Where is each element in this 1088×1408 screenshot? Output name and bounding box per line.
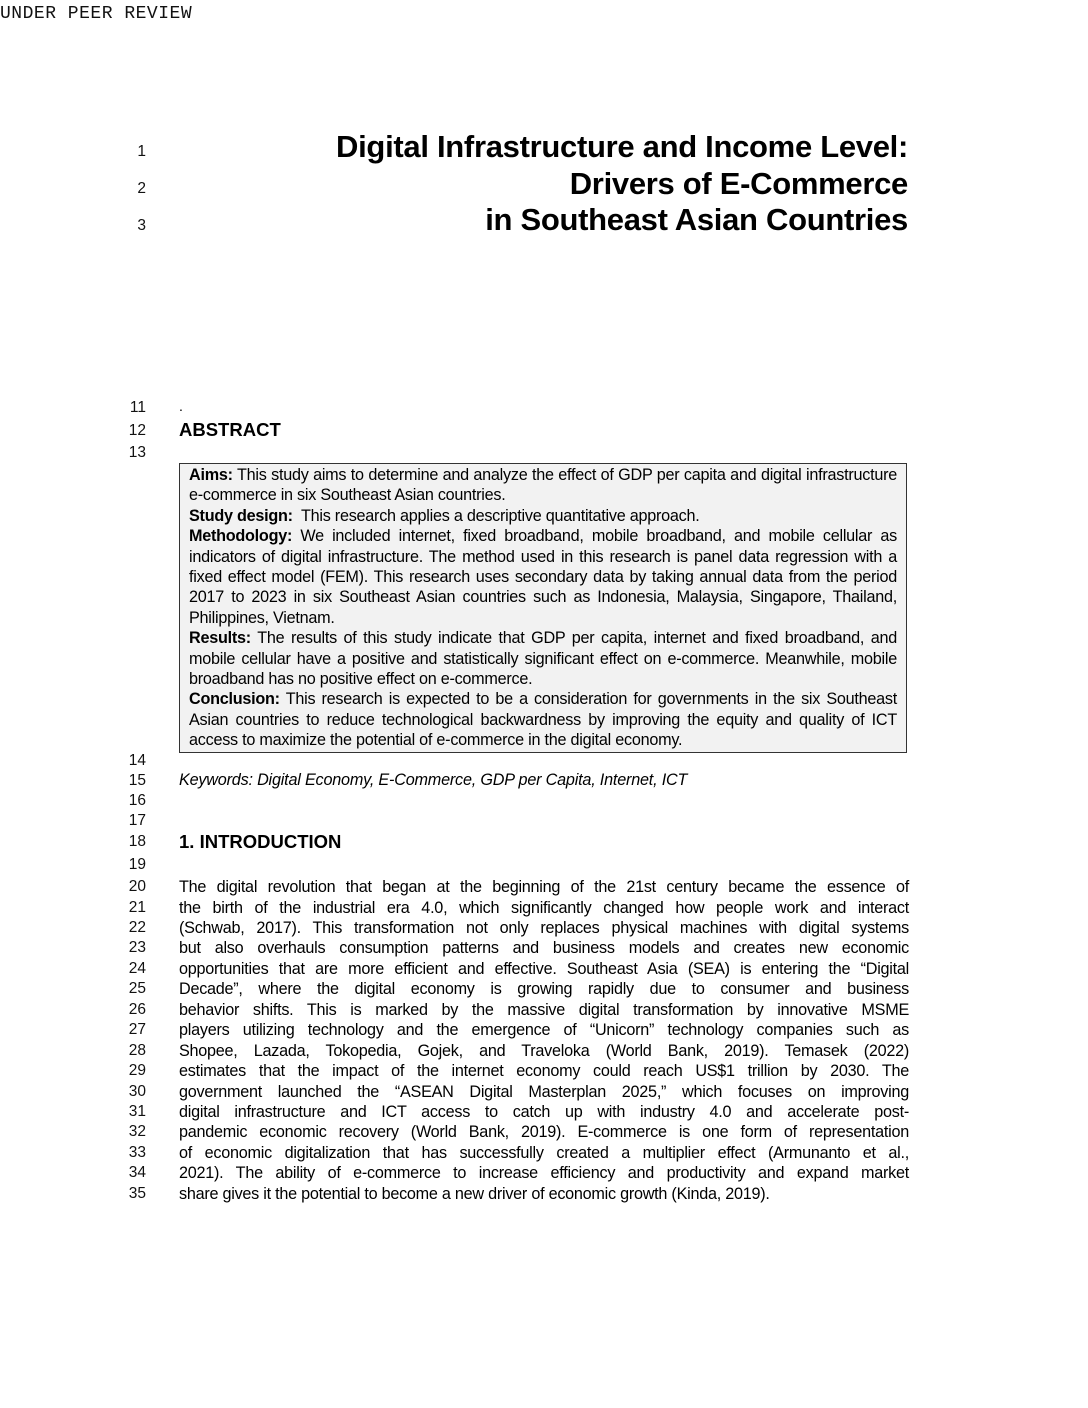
abstract-label: Methodology: xyxy=(189,527,293,546)
stray-mark: . xyxy=(179,398,183,414)
paragraph-line: the birth of the industrial era 4.0, which significantly changed how people work and interact xyxy=(179,898,909,917)
abstract-label: Conclusion: xyxy=(189,690,280,709)
under-review-watermark: UNDER PEER REVIEW xyxy=(0,4,193,24)
title-line: in Southeast Asian Countries xyxy=(485,202,908,237)
abstract-aims xyxy=(189,465,897,506)
paragraph-line: digital infrastructure and ICT access to catch up with industry 4.0 and accelerate post- xyxy=(179,1103,909,1121)
keywords: Keywords: Digital Economy, E-Commerce, GDP per Capita, Internet, ICT xyxy=(179,771,688,789)
abstract-methodology xyxy=(189,526,897,628)
line-number: 35 xyxy=(128,1184,146,1202)
paragraph-line: of economic digitalization that has successfully created a multiplier effect (Armunanto et al., xyxy=(179,1143,909,1162)
line-number: 11 xyxy=(129,399,146,416)
line-number: 2 xyxy=(137,180,146,197)
abstract-results xyxy=(189,628,897,689)
abstract-text: This study aims to determine and analyze the effect of GDP per capita and digital infrastructure e-commerce in six Southeast Asian countries. xyxy=(189,466,897,505)
introduction-heading: 1. INTRODUCTION xyxy=(179,831,342,852)
line-number: 33 xyxy=(128,1143,146,1161)
paragraph-line: 2021). The ability of e-commerce to increase efficiency and productivity and expand market xyxy=(179,1164,909,1183)
paragraph-line: players utilizing technology and the emergence of “Unicorn” technology companies such as xyxy=(179,1021,909,1040)
abstract-study-design xyxy=(189,506,897,526)
abstract-text: This research applies a descriptive quantitative approach. xyxy=(292,506,700,525)
paragraph-line: share gives it the potential to become a new driver of economic growth (Kinda, 2019). xyxy=(179,1184,770,1203)
line-number: 23 xyxy=(128,939,146,957)
line-number: 30 xyxy=(128,1082,146,1100)
line-number: 24 xyxy=(128,959,146,977)
line-number: 22 xyxy=(128,918,146,936)
line-number: 25 xyxy=(128,980,146,998)
paragraph-line: The digital revolution that began at the beginning of the 21st century became the essence of xyxy=(179,878,909,896)
abstract-label: Aims: xyxy=(189,466,233,484)
paragraph-line: Decade”, where the digital economy is growing rapidly due to consumer and business xyxy=(179,980,909,999)
paragraph-line: behavior shifts. This is marked by the massive digital transformation by innovative MSME xyxy=(179,1000,909,1019)
paragraph-line: pandemic economic recovery (World Bank, 2019). E-commerce is one form of representation xyxy=(179,1123,909,1142)
abstract-conclusion xyxy=(189,689,897,750)
line-number: 16 xyxy=(128,792,146,809)
abstract-text: We included internet, fixed broadband, mobile broadband, and mobile cellular as indicators of digital infrastructure. The method used in this research is panel data regression with a fixed effect model (FEM). This research uses secondary data by taking annual data from the period 2017 to 2023 in six Southeast Asian countries such as Indonesia, Malaysia, Singapore, Thailand, Philippines, Vietnam. xyxy=(189,527,897,627)
paragraph-line: estimates that the impact of the internet economy could reach US$1 trillion by 2030. The xyxy=(179,1062,909,1080)
line-number: 18 xyxy=(128,833,146,850)
abstract-heading: ABSTRACT xyxy=(179,419,281,440)
line-number: 32 xyxy=(128,1123,146,1141)
line-number: 20 xyxy=(128,878,146,895)
paragraph-line: but also overhauls consumption patterns and business models and creates new economic xyxy=(179,939,909,958)
line-number: 13 xyxy=(128,444,146,461)
line-number: 34 xyxy=(128,1164,146,1182)
abstract-text: The results of this study indicate that GDP per capita, internet and fixed broadband, and mobile cellular have a positive and statistically significant effect on e-commerce. Meanwhile, mobile broadband has no positive effect on e-commerce. xyxy=(189,629,897,689)
line-number: 14 xyxy=(128,752,146,769)
abstract-box xyxy=(179,463,907,753)
title-line: Drivers of E-Commerce xyxy=(569,166,908,201)
paragraph-line: (Schwab, 2017). This transformation not only replaces physical machines with digital systems xyxy=(179,918,909,937)
paragraph-line: government launched the “ASEAN Digital Masterplan 2025,” which focuses on improving xyxy=(179,1082,909,1101)
line-number: 12 xyxy=(128,422,146,439)
line-number: 19 xyxy=(128,856,146,873)
line-number: 28 xyxy=(128,1041,146,1059)
abstract-label: Study design: xyxy=(189,506,293,525)
abstract-label: Results: xyxy=(189,629,251,648)
line-number: 31 xyxy=(128,1103,146,1120)
abstract-text: This research is expected to be a consideration for governments in the six Southeast Asian countries to reduce technological backwardness by improving the equity and quality of ICT access to maximize the potential of e-commerce in the digital economy. xyxy=(189,690,897,750)
line-number: 21 xyxy=(128,898,146,916)
paragraph-line: Shopee, Lazada, Tokopedia, Gojek, and Traveloka (World Bank, 2019). Temasek (2022) xyxy=(179,1041,909,1060)
line-number: 15 xyxy=(128,772,146,789)
line-number: 29 xyxy=(128,1062,146,1079)
paragraph-line: opportunities that are more efficient and effective. Southeast Asia (SEA) is entering the “Digital xyxy=(179,959,909,978)
line-number: 3 xyxy=(137,217,146,234)
line-number: 1 xyxy=(137,143,146,160)
line-number: 27 xyxy=(128,1021,146,1039)
line-number: 17 xyxy=(128,812,146,829)
line-number: 26 xyxy=(128,1000,146,1018)
title-line: Digital Infrastructure and Income Level: xyxy=(336,129,908,164)
